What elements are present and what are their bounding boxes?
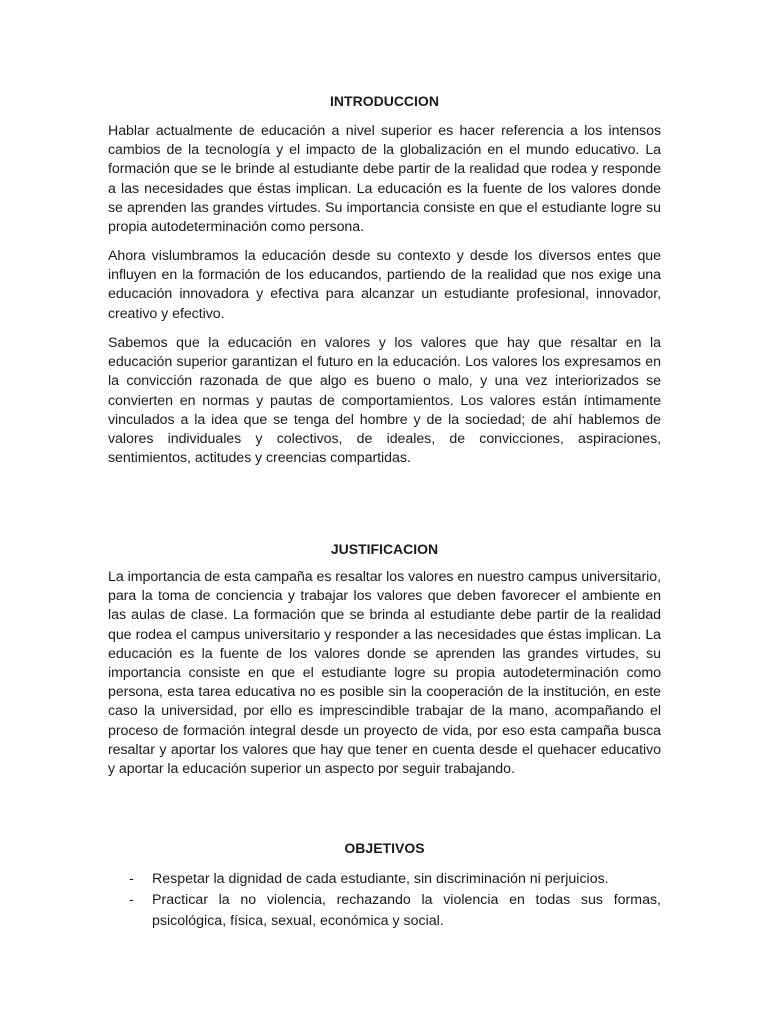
introduccion-paragraph-1: Hablar actualmente de educación a nivel superior es hacer referencia a los intensos cambios de la tecnología y el impacto de la globalización en el mundo educativo. La formación que se le brinde al estudiante debe partir de la realidad que rodea y responde a las necesidades que éstas implican. La educación es la fuente de los valores donde se aprenden las grandes virtudes. Su importancia consiste en que el estudiante logre su propia autodeterminación como persona. [108, 123, 661, 236]
introduccion-heading: INTRODUCCION [330, 93, 439, 109]
bullet-dash: - [129, 892, 134, 908]
objetivo-item-1 [108, 869, 661, 890]
introduccion-paragraph-3: Sabemos que la educación en valores y los valores que hay que resaltar en la educación superior garantizan el futuro en la educación. Los valores los expresamos en la convicción razonada de que algo es bueno o malo, y una vez interiorizados se convierten en normas y pautas de comportamientos. Los valores están íntimamente vinculados a la idea que se tenga del hombre y de la sociedad; de ahí hablemos de valores individuales y colectivos, de ideales, de convicciones, aspiraciones, sentimientos, actitudes y creencias compartidas. [108, 335, 661, 467]
objetivos-heading: OBJETIVOS [344, 840, 425, 856]
objetivo-text: Respetar la dignidad de cada estudiante, sin discriminación ni perjuicios. [152, 871, 609, 887]
objetivo-item-2 [108, 890, 661, 932]
objetivos-list [108, 869, 661, 932]
bullet-dash: - [129, 871, 134, 887]
introduccion-paragraph-2: Ahora vislumbramos la educación desde su contexto y desde los diversos entes que influyen en la formación de los educandos, partiendo de la realidad que nos exige una educación innovadora y efectiva para alcanzar un estudiante profesional, innovador, creativo y efectivo. [108, 248, 661, 322]
justificacion-heading: JUSTIFICACION [330, 541, 439, 557]
justificacion-paragraph: La importancia de esta campaña es resaltar los valores en nuestro campus universitario, para la toma de conciencia y trabajar los valores que deben favorecer el ambiente en las aulas de clase. La formación que se brinda al estudiante debe partir de la realidad que rodea el campus universitario y responder a las necesidades que éstas implican. La educación es la fuente de los valores donde se aprenden las grandes virtudes, su importancia consiste en que el estudiante logre su propia autodeterminación como persona, esta tarea educativa no es posible sin la cooperación de la institución, en este caso la universidad, por ello es imprescindible trabajar de la mano, acompañando el proceso de formación integral desde un proyecto de vida, por eso esta campaña busca resaltar y aportar los valores que hay que tener en cuenta desde el quehacer educativo y aportar la educación superior un aspecto por seguir trabajando. [108, 569, 661, 778]
objetivo-text: Practicar la no violencia, rechazando la violencia en todas sus formas, psicológica, física, sexual, económica y social. [152, 892, 661, 929]
